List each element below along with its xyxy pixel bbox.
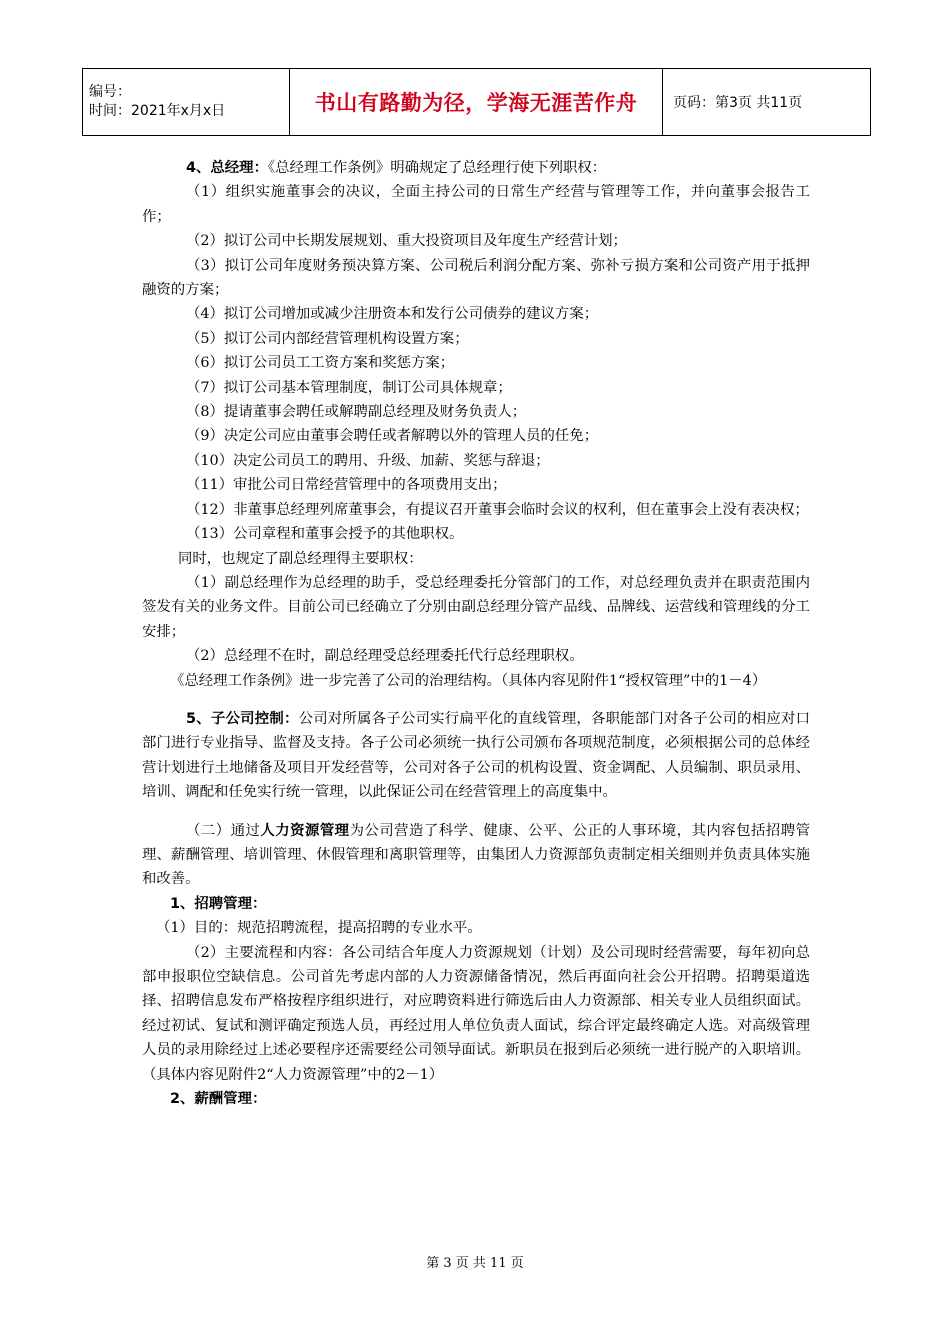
section-5-title: 5、子公司控制： [186,710,299,727]
gm-power-item: （1）组织实施董事会的决议，全面主持公司的日常生产经营与管理等工作，并向董事会报告工作； [142,184,810,225]
deputy-intro: 同时，也规定了副总经理得主要职权： [178,550,423,567]
document-number-label: 编号： [89,84,131,100]
recruit-heading [142,892,810,916]
gm-power-item: （12）非董事总经理列席董事会，有提议召开董事会临时会议的权利，但在董事会上没有表决权； [186,501,809,518]
header-meta [83,69,290,136]
deputy-power-item: （2）总经理不在时，副总经理受总经理委托代行总经理职权。 [186,648,584,665]
hr-text: 为公司营造了科学、健康、公平、公正的人事环境，其内容包括招聘管理、薪酬管理、培训管理、休假管理和离职管理等，由集团人力资源部负责制定相关细则并负责具体实施和改善。 [142,822,810,888]
section-4-closing: 《总经理工作条例》进一步完善了公司的治理结构。（具体内容见附件1“授权管理”中的1－4） [170,672,767,689]
document-body [142,156,810,1111]
gm-power-item: （13）公司章程和董事会授予的其他职权。 [186,526,464,543]
page-footer: 第 3 页 共 11 页 [426,1256,524,1271]
section-4-intro [142,156,810,180]
recruit-title: 1、招聘管理： [170,895,267,912]
gm-power-item: （10）决定公司员工的聘用、升级、加薪、奖惩与辞退； [186,452,550,469]
salary-title: 2、薪酬管理： [170,1091,267,1108]
header-motto: 书山有路勤为径，学海无涯苦作舟 [290,69,663,136]
hr-paragraph [142,819,810,892]
hr-lead: （二）通过 [186,822,261,839]
section-5-text: 公司对所属各子公司实行扁平化的直线管理，各职能部门对各子公司的相应对口部门进行专业指导、监督及支持。各子公司必须统一执行公司颁布各项规范制度，必须根据公司的总体经营计划进行土地储备及项目开发经营等，公司对各子公司的机构设置、资金调配、人员编制、职员录用、培训、调配和任免实行统一管理，以此保证公司在经营管理上的高度集中。 [142,710,810,801]
hr-keyword: 人力资源管理 [260,822,350,839]
gm-power-item: （2）拟订公司中长期发展规划、重大投资项目及年度生产经营计划； [186,233,627,250]
gm-power-item: （5）拟订公司内部经营管理机构设置方案； [186,330,469,347]
document-header [82,68,871,136]
section-4-title: 4、总经理： [186,160,268,176]
gm-power-item: （4）拟订公司增加或减少注册资本和发行公司债券的建议方案； [186,306,599,323]
gm-power-item: （7）拟订公司基本管理制度，制订公司具体规章； [186,379,512,396]
gm-power-item: （11）审批公司日常经营管理中的各项费用支出； [186,477,507,494]
gm-power-item: （3）拟订公司年度财务预决算方案、公司税后利润分配方案、弥补亏损方案和公司资产用于抵押融资的方案； [142,257,810,299]
gm-power-item: （8）提请董事会聘任或解聘副总经理及财务负责人； [186,404,527,421]
deputy-power-item: （1）副总经理作为总经理的助手，受总经理委托分管部门的工作，对总经理负责并在职责范围内签发有关的业务文件。目前公司已经确立了分别由副总经理分管产品线、品牌线、运营线和管理线的分工安排； [142,574,810,640]
gm-power-item: （6）拟订公司员工工资方案和奖惩方案； [186,355,455,372]
section-4-intro-text: 《总经理工作条例》明确规定了总经理行使下列职权： [267,160,607,176]
header-page-label: 页码：第3页 共11页 [663,69,871,136]
section-5-paragraph [142,707,810,805]
recruit-process: （2）主要流程和内容：各公司结合年度人力资源规划（计划）及公司现时经营需要，每年初向总部申报职位空缺信息。公司首先考虑内部的人力资源储备情况，然后再面向社会公开招聘。招聘渠道选择、招聘信息发布严格按程序组织进行，对应聘资料进行筛选后由人力资源部、相关专业人员组织面试。经过初试、复试和测评确定预选人员，再经过用人单位负责人面试，综合评定最终确定人选。对高级管理人员的录用除经过上述必要程序还需要经公司领导面试。新职员在报到后必须统一进行脱产的入职培训。（具体内容见附件2“人力资源管理”中的2－1） [142,944,810,1083]
salary-heading [142,1087,810,1111]
recruit-goal: （1）目的：规范招聘流程，提高招聘的专业水平。 [156,920,482,937]
gm-power-item: （9）决定公司应由董事会聘任或者解聘以外的管理人员的任免； [186,428,599,445]
document-time-label: 时间：2021年x月x日 [89,103,226,119]
